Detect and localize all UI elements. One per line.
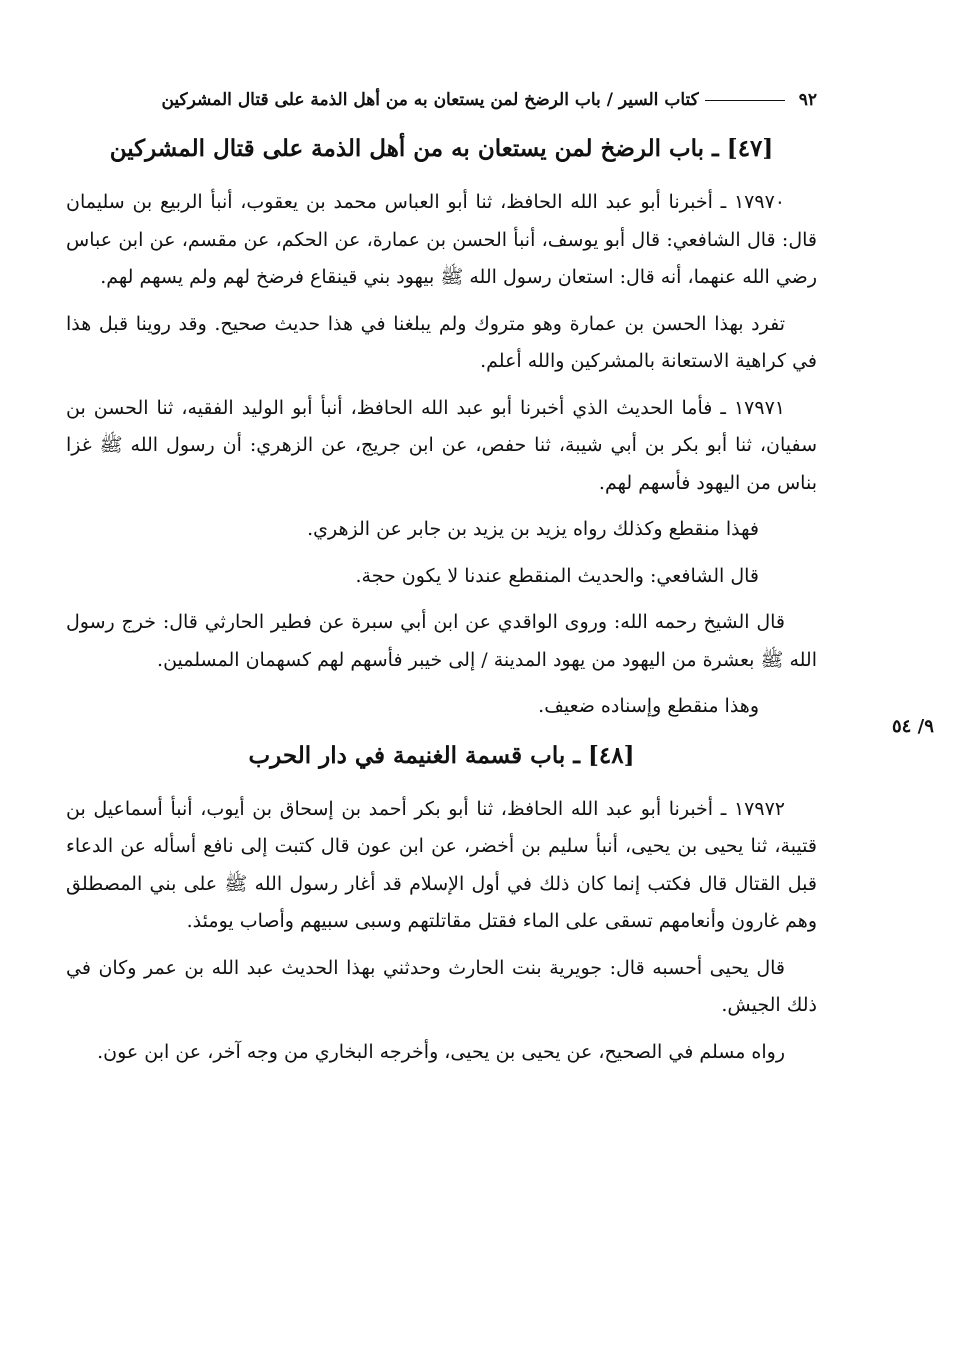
header-rule bbox=[705, 100, 785, 101]
commentary-paragraph: وهذا منقطع وإسناده ضعيف. bbox=[538, 695, 759, 717]
chapter-heading-48: [٤٨] ـ باب قسمة الغنيمة في دار الحرب bbox=[248, 741, 635, 769]
commentary-paragraph: قال الشافعي: والحديث المنقطع عندنا لا يكون حجة. bbox=[355, 564, 759, 587]
page-number: ٩٢ bbox=[798, 90, 817, 110]
narration-paragraph: قال الشيخ رحمه الله: وروى الواقدي عن ابن أبي سبرة عن فطير الحارثي قال: خرج رسول الله ﷺ بعشرة من اليهود من يهود المدينة / إلى خيبر فأسهم لهم كسهمان المسلمين. bbox=[66, 611, 817, 671]
commentary-paragraph: تفرد بهذا الحسن بن عمارة وهو متروك ولم يبلغنا في هذا حديث صحيح. وقد روينا قبل هذا في كراهية الاستعانة بالمشركين والله أعلم. bbox=[66, 312, 817, 372]
running-title: كتاب السير / باب الرضخ لمن يستعان به من أهل الذمة على قتال المشركين bbox=[161, 90, 699, 110]
margin-marker: ٩/ ٥٤ bbox=[892, 716, 934, 737]
commentary-paragraph: رواه مسلم في الصحيح، عن يحيى بن يحيى، وأخرجه البخاري من وجه آخر، عن ابن عون. bbox=[97, 1040, 785, 1063]
commentary-paragraph: فهذا منقطع وكذلك رواه يزيد بن يزيد بن جابر عن الزهري. bbox=[307, 518, 759, 540]
running-header bbox=[66, 86, 817, 114]
hadith-17970: ١٧٩٧٠ ـ أخبرنا أبو عبد الله الحافظ، ثنا أبو العباس محمد بن يعقوب، أنبأ الربيع بن سليمان قال: قال الشافعي: قال أبو يوسف، أنبأ الحسن بن عمارة، عن الحكم، عن مقسم، عن ابن عباس رضي الله عنهما، أنه قال: استعان رسول الله ﷺ بيهود بني قينقاع فرضخ لهم ولم يسهم لهم. bbox=[66, 191, 817, 288]
hadith-17972: ١٧٩٧٢ ـ أخبرنا أبو عبد الله الحافظ، ثنا أبو بكر أحمد بن إسحاق بن أيوب، أنبأ أسماعيل بن قتيبة، ثنا يحيى بن يحيى، أنبأ سليم بن أخضر، عن ابن عون قال كتبت إلى نافع أسأله عن الدعاء قبل القتال قال فكتب إنما كان ذلك في أول الإسلام قد أغار رسول الله ﷺ على بني المصطلق وهم غارون وأنعامهم تسقى على الماء فقتل مقاتلتهم وسبى سبيهم وأصاب يومئذ. bbox=[66, 797, 817, 932]
page-body bbox=[66, 128, 817, 1080]
commentary-paragraph: قال يحيى أحسبه قال: جويرية بنت الحارث وحدثني بهذا الحديث عبد الله بن عمر وكان في ذلك الجيش. bbox=[66, 956, 817, 1016]
chapter-heading-47: [٤٧] ـ باب الرضخ لمن يستعان به من أهل الذمة على قتال المشركين bbox=[109, 135, 774, 162]
hadith-17971: ١٧٩٧١ ـ فأما الحديث الذي أخبرنا أبو عبد الله الحافظ، أنبأ أبو الوليد الفقيه، ثنا الحسن بن سفيان، ثنا أبو بكر بن أبي شيبة، ثنا حفص، عن ابن جريج، عن الزهري: أن رسول الله ﷺ غزا بناس من اليهود فأسهم لهم. bbox=[66, 396, 817, 494]
